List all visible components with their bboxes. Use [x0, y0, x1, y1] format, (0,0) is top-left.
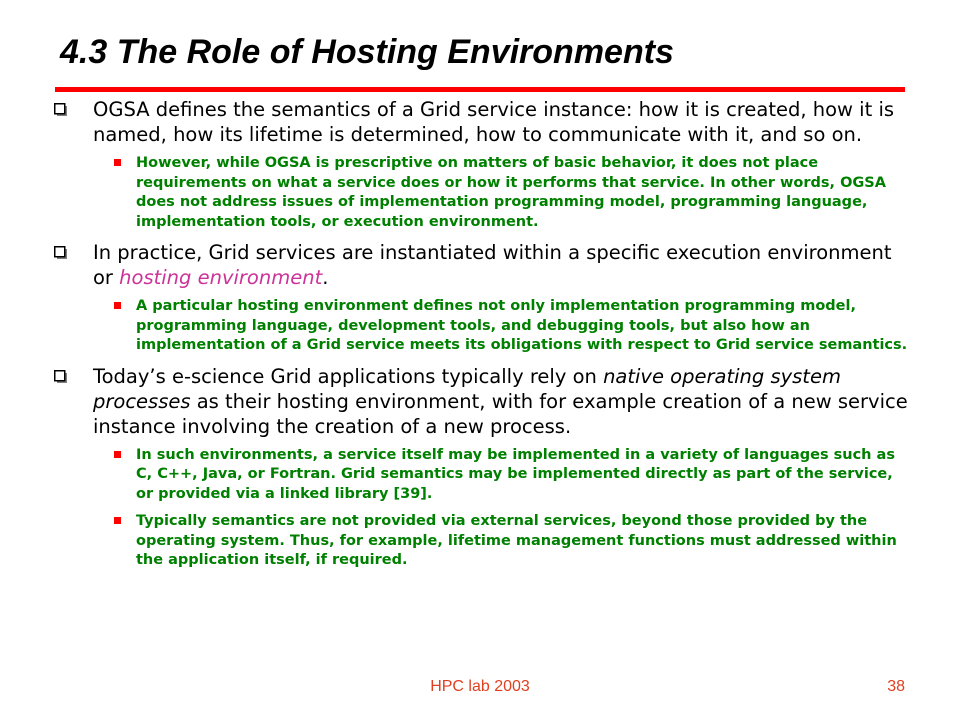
bullet-3-text: Today’s e-science Grid applications typically rely on	[93, 364, 604, 388]
red-square-bullet-icon	[114, 451, 121, 458]
bullet-2	[50, 240, 910, 290]
bullet-1-text: OGSA defines the semantics of a Grid service instance: how it is created, how it is named, how its lifetime is determined, how to communicate with it, and so on.	[93, 98, 895, 146]
sub-bullet-3-2	[50, 512, 910, 571]
hollow-square-bullet-icon	[54, 103, 67, 116]
red-square-bullet-icon	[114, 517, 121, 524]
slide-title: 4.3 The Role of Hosting Environments	[60, 33, 674, 71]
bullet-1	[50, 97, 910, 147]
sub-bullet-2-1-text: A particular hosting environment defines not only implementation programming model, programming language, development tools, and debugging tools, but also how an implementation of a Grid service meets its obligations with respect to Grid service semantics.	[136, 298, 908, 353]
sub-bullet-3-2-text: Typically semantics are not provided via external services, beyond those provided by the operating system. Thus, for example, lifetime management functions must addressed within the application itself, if required.	[136, 513, 897, 568]
sub-bullet-3-1-text: In such environments, a service itself may be implemented in a variety of languages such as C, C++, Java, or Fortran. Grid semantics may be implemented directly as part of the service, or provided via a linked library [39].	[136, 446, 895, 502]
hollow-square-bullet-icon	[54, 246, 67, 259]
hollow-square-bullet-icon	[54, 370, 67, 383]
native-processes-term: native operating system processes	[93, 364, 841, 413]
bullet-3-text-end: as their hosting environment, with for example creation of a new service instance involving the creation of a new process.	[93, 389, 908, 438]
bullet-2-text-end: .	[322, 266, 329, 289]
sub-bullet-1-1	[50, 154, 910, 232]
bullet-2-text: In practice, Grid services are instantiated within a specific execution environment or	[93, 241, 892, 289]
sub-bullet-2-1	[50, 297, 910, 356]
footer-label: HPC lab 2003	[430, 678, 530, 695]
sub-bullet-1-1-text: However, while OGSA is prescriptive on matters of basic behavior, it does not place requirements on what a service does or how it performs that service. In other words, OGSA does not address issues of implementation programming model, programming language, implementation tools, or execution environment.	[136, 155, 886, 230]
sub-bullet-3-1	[50, 446, 910, 505]
hosting-environment-term: hosting environment	[119, 266, 323, 289]
red-square-bullet-icon	[114, 302, 121, 309]
bullet-3	[50, 364, 910, 439]
title-underline	[55, 87, 905, 92]
red-square-bullet-icon	[114, 159, 121, 166]
slide-body	[50, 97, 910, 579]
page-number: 38	[887, 678, 905, 695]
